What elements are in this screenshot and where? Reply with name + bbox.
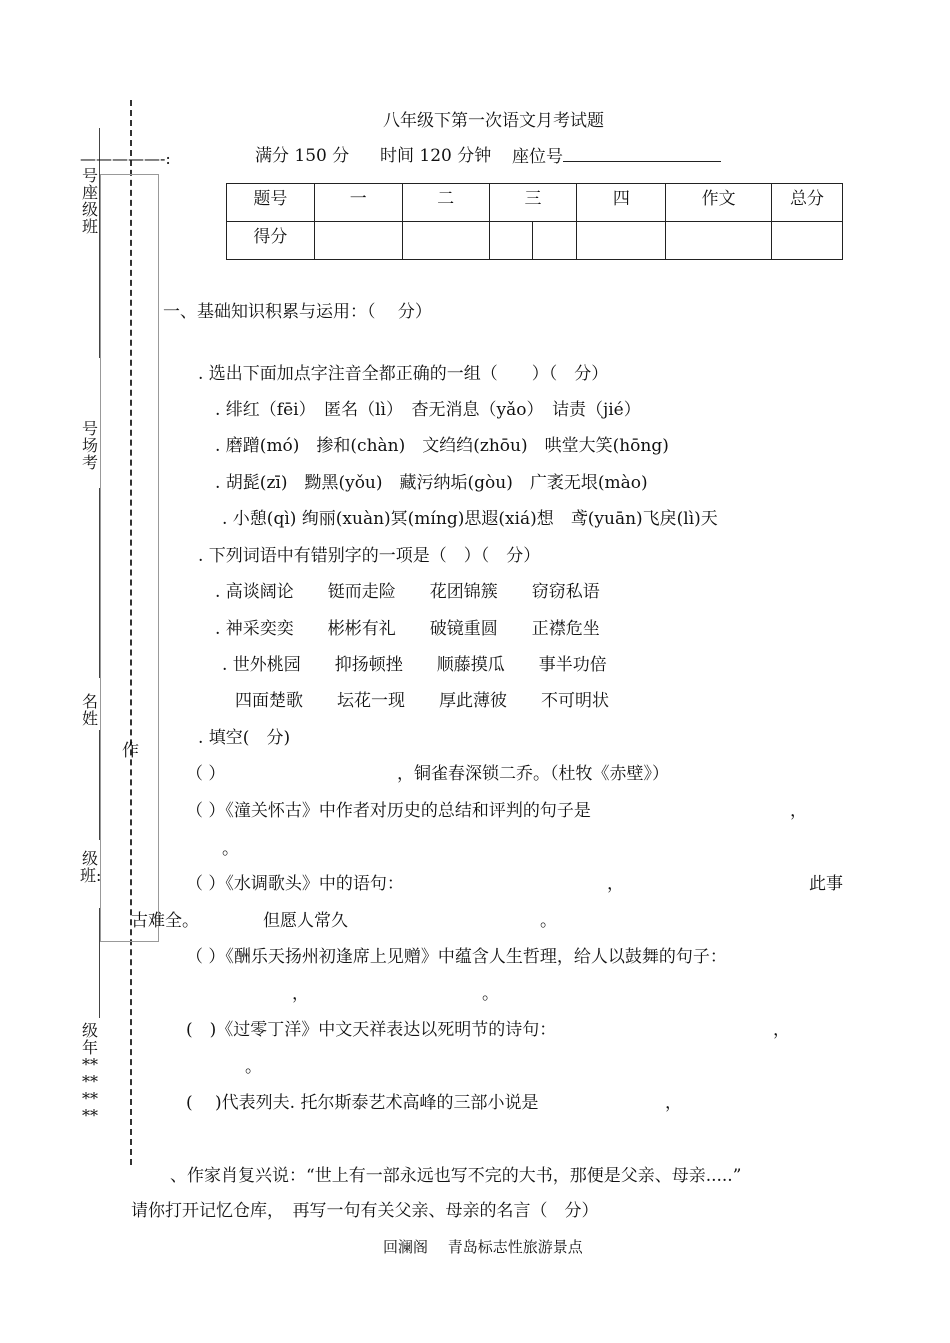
fill-item-punct: 。 <box>540 911 557 931</box>
score-table <box>226 183 843 260</box>
table-header-cell: 题号 <box>227 184 315 222</box>
fill-item-text: 古难全。 <box>131 911 199 931</box>
full-score: 满分 150 分 <box>255 146 350 166</box>
fill-item-punct: 。 <box>222 839 239 859</box>
question-1-option: . 小憩(qì) 绚丽(xuàn)冥(míng)思遐(xiá)想 鸢(yuān)飞戾(lì)天 <box>222 509 718 529</box>
score-cell[interactable] <box>402 222 489 260</box>
quote-question-line-2: 请你打开记忆仓库， 再写一句有关父亲、母亲的名言（ 分） <box>131 1201 599 1221</box>
fill-item-text: ，铜雀春深锁二乔。（杜牧《赤壁》） <box>397 764 669 784</box>
score-cell[interactable] <box>772 222 843 260</box>
fill-item-punct: ， <box>665 1093 682 1113</box>
score-cell[interactable] <box>666 222 772 260</box>
fill-item-marker: （ ） <box>186 764 226 784</box>
grade-label: 级年******** <box>81 1021 98 1125</box>
binding-margin-box <box>100 174 159 942</box>
table-header-cell: 四 <box>577 184 666 222</box>
question-2-option: . 世外桃园 抑扬顿挫 顺藤摸瓜 事半功倍 <box>222 655 607 675</box>
fill-item-text: 此事 <box>809 874 843 894</box>
page-title: 八年级下第一次语文月考试题 <box>383 111 604 131</box>
fill-item-punct: ， <box>292 984 309 1004</box>
score-table-header-row <box>227 184 843 222</box>
section-heading: 一、基础知识积累与运用：（ 分） <box>163 302 432 322</box>
table-row-label: 得分 <box>227 222 315 260</box>
question-2-option: . 神采奕奕 彬彬有礼 破镜重圆 正襟危坐 <box>215 619 600 639</box>
table-header-cell: 作文 <box>666 184 772 222</box>
question-1-option: . 磨蹭(mó) 掺和(chàn) 文绉绉(zhōu) 哄堂大笑(hōng) <box>215 436 669 456</box>
score-cell[interactable] <box>314 222 402 260</box>
seat-number-label: 座位号 <box>512 147 563 167</box>
quote-question-line-1: 、作家肖复兴说：“世上有一部永远也写不完的大书，那便是父亲、母亲.....” <box>170 1166 742 1186</box>
fill-item-text: （ ）《潼关怀古》中作者对历史的总结和评判的句子是 <box>186 801 591 821</box>
seat-class-label: —————-:号座级班 <box>80 149 171 236</box>
seat-number-blank[interactable] <box>563 145 721 162</box>
question-1-option: . 绯红（fēi） 匿名（lì） 杳无消息（yǎo） 诘责（jié） <box>215 400 641 420</box>
exam-time: 时间 120 分钟 <box>380 146 492 166</box>
fill-item-punct: ， <box>790 801 807 821</box>
fill-item-text: 但愿人常久 <box>263 911 348 931</box>
fill-item-punct: ， <box>773 1020 790 1040</box>
question-2-stem: . 下列词语中有错别字的一项是（ ）（ 分） <box>198 546 541 566</box>
fill-item-text: ( )代表列夫. 托尔斯泰艺术高峰的三部小说是 <box>186 1093 539 1113</box>
question-3-stem: . 填空( 分) <box>198 728 291 748</box>
score-table-score-row <box>227 222 843 260</box>
fill-item-text: （ ）《酬乐天扬州初逢席上见赠》中蕴含人生哲理，给人以鼓舞的句子： <box>186 947 727 967</box>
fill-item-text: ( )《过零丁洋》中文天祥表达以死明节的诗句： <box>186 1020 557 1040</box>
question-2-option: 四面楚歌 坛花一现 厚此薄彼 不可明状 <box>235 691 609 711</box>
score-cell-split[interactable] <box>489 222 577 260</box>
fill-item-punct: ， <box>607 874 624 894</box>
table-header-cell: 三 <box>489 184 577 222</box>
seat-number <box>512 145 721 168</box>
class-label: 级班: <box>80 849 102 885</box>
fill-item-text: （ ）《水调歌头》中的语句： <box>186 874 404 894</box>
table-header-cell: 一 <box>314 184 402 222</box>
name-label: 名姓 <box>81 692 98 728</box>
footer-caption: 回澜阁 青岛标志性旅游景点 <box>383 1238 583 1256</box>
score-cell[interactable] <box>577 222 666 260</box>
fill-item-punct: 。 <box>245 1057 262 1077</box>
zuo-char: 作 <box>122 741 139 761</box>
table-header-cell: 总分 <box>772 184 843 222</box>
exam-room-label: 号场考 <box>81 419 98 472</box>
question-1-stem: . 选出下面加点字注音全都正确的一组（ ）（ 分） <box>198 364 609 384</box>
question-2-option: . 高谈阔论 铤而走险 花团锦簇 窃窃私语 <box>215 582 600 602</box>
table-header-cell: 二 <box>402 184 489 222</box>
fill-item-punct: 。 <box>482 984 499 1004</box>
question-1-option: . 胡髭(zī) 黝黑(yǒu) 藏污纳垢(gòu) 广袤无垠(mào) <box>215 473 648 493</box>
